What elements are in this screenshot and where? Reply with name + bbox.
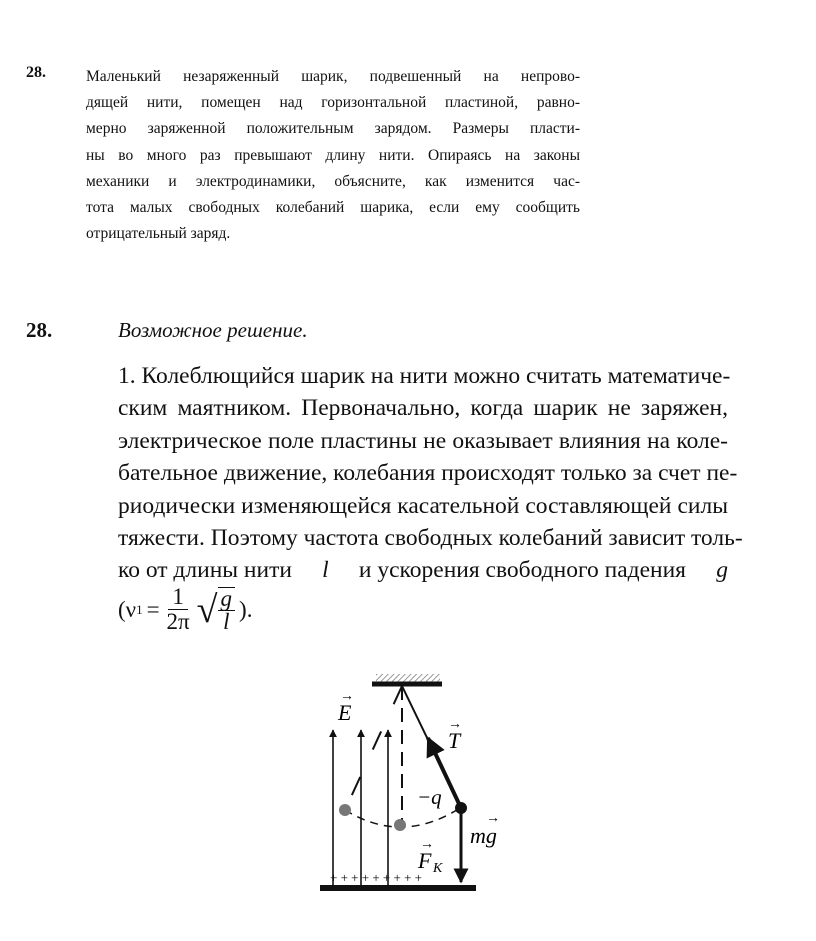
text-fragment: и ускорения свободного падения [358,557,686,584]
vector-arrow-icon: → [420,837,434,852]
vector-arrow-icon: → [486,811,500,826]
text-fragment: ко от длины нити [118,557,292,584]
solution-line: 1. Колеблющийся шарик на нити можно считать математиче- [118,363,731,389]
solution-number: 28. [26,318,53,342]
formula-equals: = [146,596,160,622]
problem-number: 28. [26,64,46,81]
label-mg: mg [470,823,497,848]
label-charge: −q [417,785,442,809]
formula-fraction [167,585,190,634]
solution-line: бательное движение, колебания происходят только за счет пе- [118,460,738,487]
sqrt-numerator: g [218,588,236,611]
variable-g: g [716,557,728,584]
problem-text [86,64,580,247]
sqrt-sign-icon: √ [196,588,218,631]
label-F: F [418,848,432,873]
frequency-formula [118,585,252,634]
left-thread-dashed [345,686,402,810]
ball-center [394,819,406,831]
solution-line: ским маятником. Первоначально, когда шарик не заряжен, [118,395,728,422]
formula-close: ). [239,596,253,622]
formula-subscript: 1 [136,601,143,617]
problem-line: тота малых свободных колебаний шарика, если ему сообщить [86,199,580,217]
solution-heading: Возможное решение. [118,318,308,342]
vector-arrow-icon: → [340,689,354,704]
solution-line: риодически изменяющейся касательной составляющей силы [118,492,728,519]
vector-arrow-icon: → [448,717,462,732]
ball-left [339,804,351,816]
fraction-denominator: 2π [166,609,190,634]
formula-nu: (ν [118,596,137,622]
solution-line [118,554,728,586]
label-F-subscript: K [433,861,443,876]
variable-l: l [322,557,329,584]
label-E: E [338,700,352,725]
plate-charges: + + + + + + + + + [330,870,422,885]
solution-line: тяжести. Поэтому частота свободных колебаний зависит толь- [118,525,743,552]
label-T: T [448,728,461,753]
fraction-numerator: 1 [168,585,188,610]
problem-line: дящей нити, помещен над горизонтальной пластиной, равно- [86,94,580,112]
problem-line: мерно заряженной положительным зарядом. Размеры пласти- [86,120,580,138]
problem-line: механики и электродинамики, объясните, как изменится час- [86,172,580,190]
sqrt-denominator: l [223,608,230,634]
formula-sqrt [197,587,235,633]
solution-text [118,360,743,587]
problem-line: ны во много раз превышают длину нити. Опираясь на законы [86,146,580,164]
pendulum-diagram [300,660,520,900]
solution-line: электрическое поле пластины не оказывает влияния на коле- [118,427,728,454]
sqrt-radicand [218,587,236,633]
problem-line: Маленький незаряженный шарик, подвешенный на непрово- [86,68,580,85]
problem-line: отрицательный заряд. [86,225,231,243]
